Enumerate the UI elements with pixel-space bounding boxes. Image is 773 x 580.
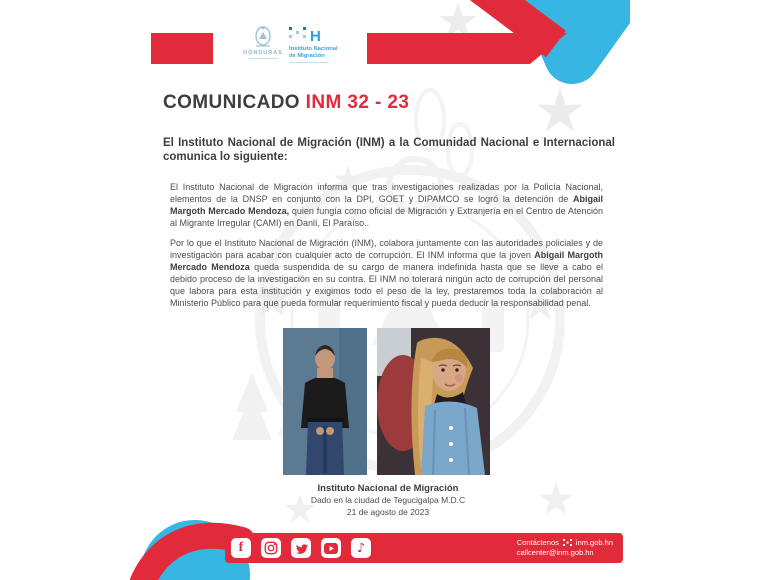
- closing-city: Dado en la ciudad de Tegucigalpa M.D.C: [310, 495, 466, 505]
- header-red-bar: [151, 33, 213, 64]
- paragraph-1: [170, 182, 603, 230]
- closing-org: Instituto Nacional de Migración: [317, 483, 459, 494]
- page-title: [163, 92, 409, 114]
- inm-logo-letter: H: [310, 28, 321, 45]
- logo-divider: [248, 58, 278, 59]
- instagram-icon[interactable]: [261, 538, 281, 558]
- inm-dots-icon: [289, 25, 307, 44]
- contact-website: inm.gob.hn: [575, 537, 613, 547]
- paragraph-2: [170, 238, 603, 310]
- footer-contact: [517, 538, 613, 559]
- intro-statement: El Instituto Nacional de Migración (INM) a la Comunidad Nacional e Internacional comunica lo siguiente:: [163, 137, 615, 163]
- honduras-crest-icon: [253, 25, 273, 49]
- p1-text-start: El Instituto Nacional de Migración informa que tras investigaciones realizadas por la Policía Nacional, elementos de la DNSP en conjunto con la DPI, GOET y DIPAMCO se logró la detención de: [170, 182, 603, 204]
- honduras-label: HONDURAS: [243, 50, 283, 56]
- logo-divider: [289, 62, 329, 63]
- inm-logo: [289, 28, 361, 63]
- p1-text-end: quien fungía como oficial de Migración y Extranjería en el Centro de Atención al Migrante Irregular (CAMI) en Danlí, El Paraíso..: [170, 205, 603, 228]
- contact-email: callcenter@inm.gob.hn: [516, 548, 594, 557]
- inm-dots-icon: [563, 539, 572, 546]
- selfie-photo: [377, 328, 490, 475]
- footer-bar: [225, 533, 623, 563]
- mugshot-photo: [283, 328, 367, 475]
- closing-block: [260, 483, 516, 519]
- tiktok-icon[interactable]: ♪: [351, 538, 371, 558]
- inm-name-line1: Instituto Nacional: [289, 46, 338, 52]
- p2-text-end: queda suspendida de su cargo de manera indefinida hasta que se lleve a cabo el debido proceso de la investigación en su contra. El INM no tolerará ningún acto de corrupción del personal que labora para esta institución y exigimos todo el peso de la ley, prestaremos toda la colaboración al Ministerio Público para que pueda formular requerimiento fiscal y pueda deducir la responsabilidad penal.: [170, 261, 603, 308]
- title-prefix: COMUNICADO: [163, 92, 306, 113]
- title-code: INM 32 - 23: [305, 92, 410, 113]
- p2-bold-name: Abigail Margoth Mercado Mendoza: [170, 249, 604, 272]
- inm-name-line2: de Migración: [289, 53, 325, 60]
- youtube-icon[interactable]: [321, 538, 341, 558]
- honduras-logo: [238, 25, 288, 59]
- corner-decoration-top-right: [360, 0, 630, 100]
- closing-date: 21 de agosto de 2023: [346, 507, 430, 518]
- p2-text-start: Por lo que el Instituto Nacional de Migración (INM), colabora juntamente con las autoridades policiales y de investigación para acabar con cualquier acto de corrupción. El INM informa que la joven: [170, 238, 603, 260]
- p1-bold-name: Abigail Margoth Mercado Mendoza,: [170, 193, 603, 216]
- twitter-icon[interactable]: [291, 538, 311, 558]
- facebook-icon[interactable]: f: [231, 538, 251, 558]
- social-icons: [231, 538, 371, 558]
- contact-label: Contáctenos: [516, 537, 559, 547]
